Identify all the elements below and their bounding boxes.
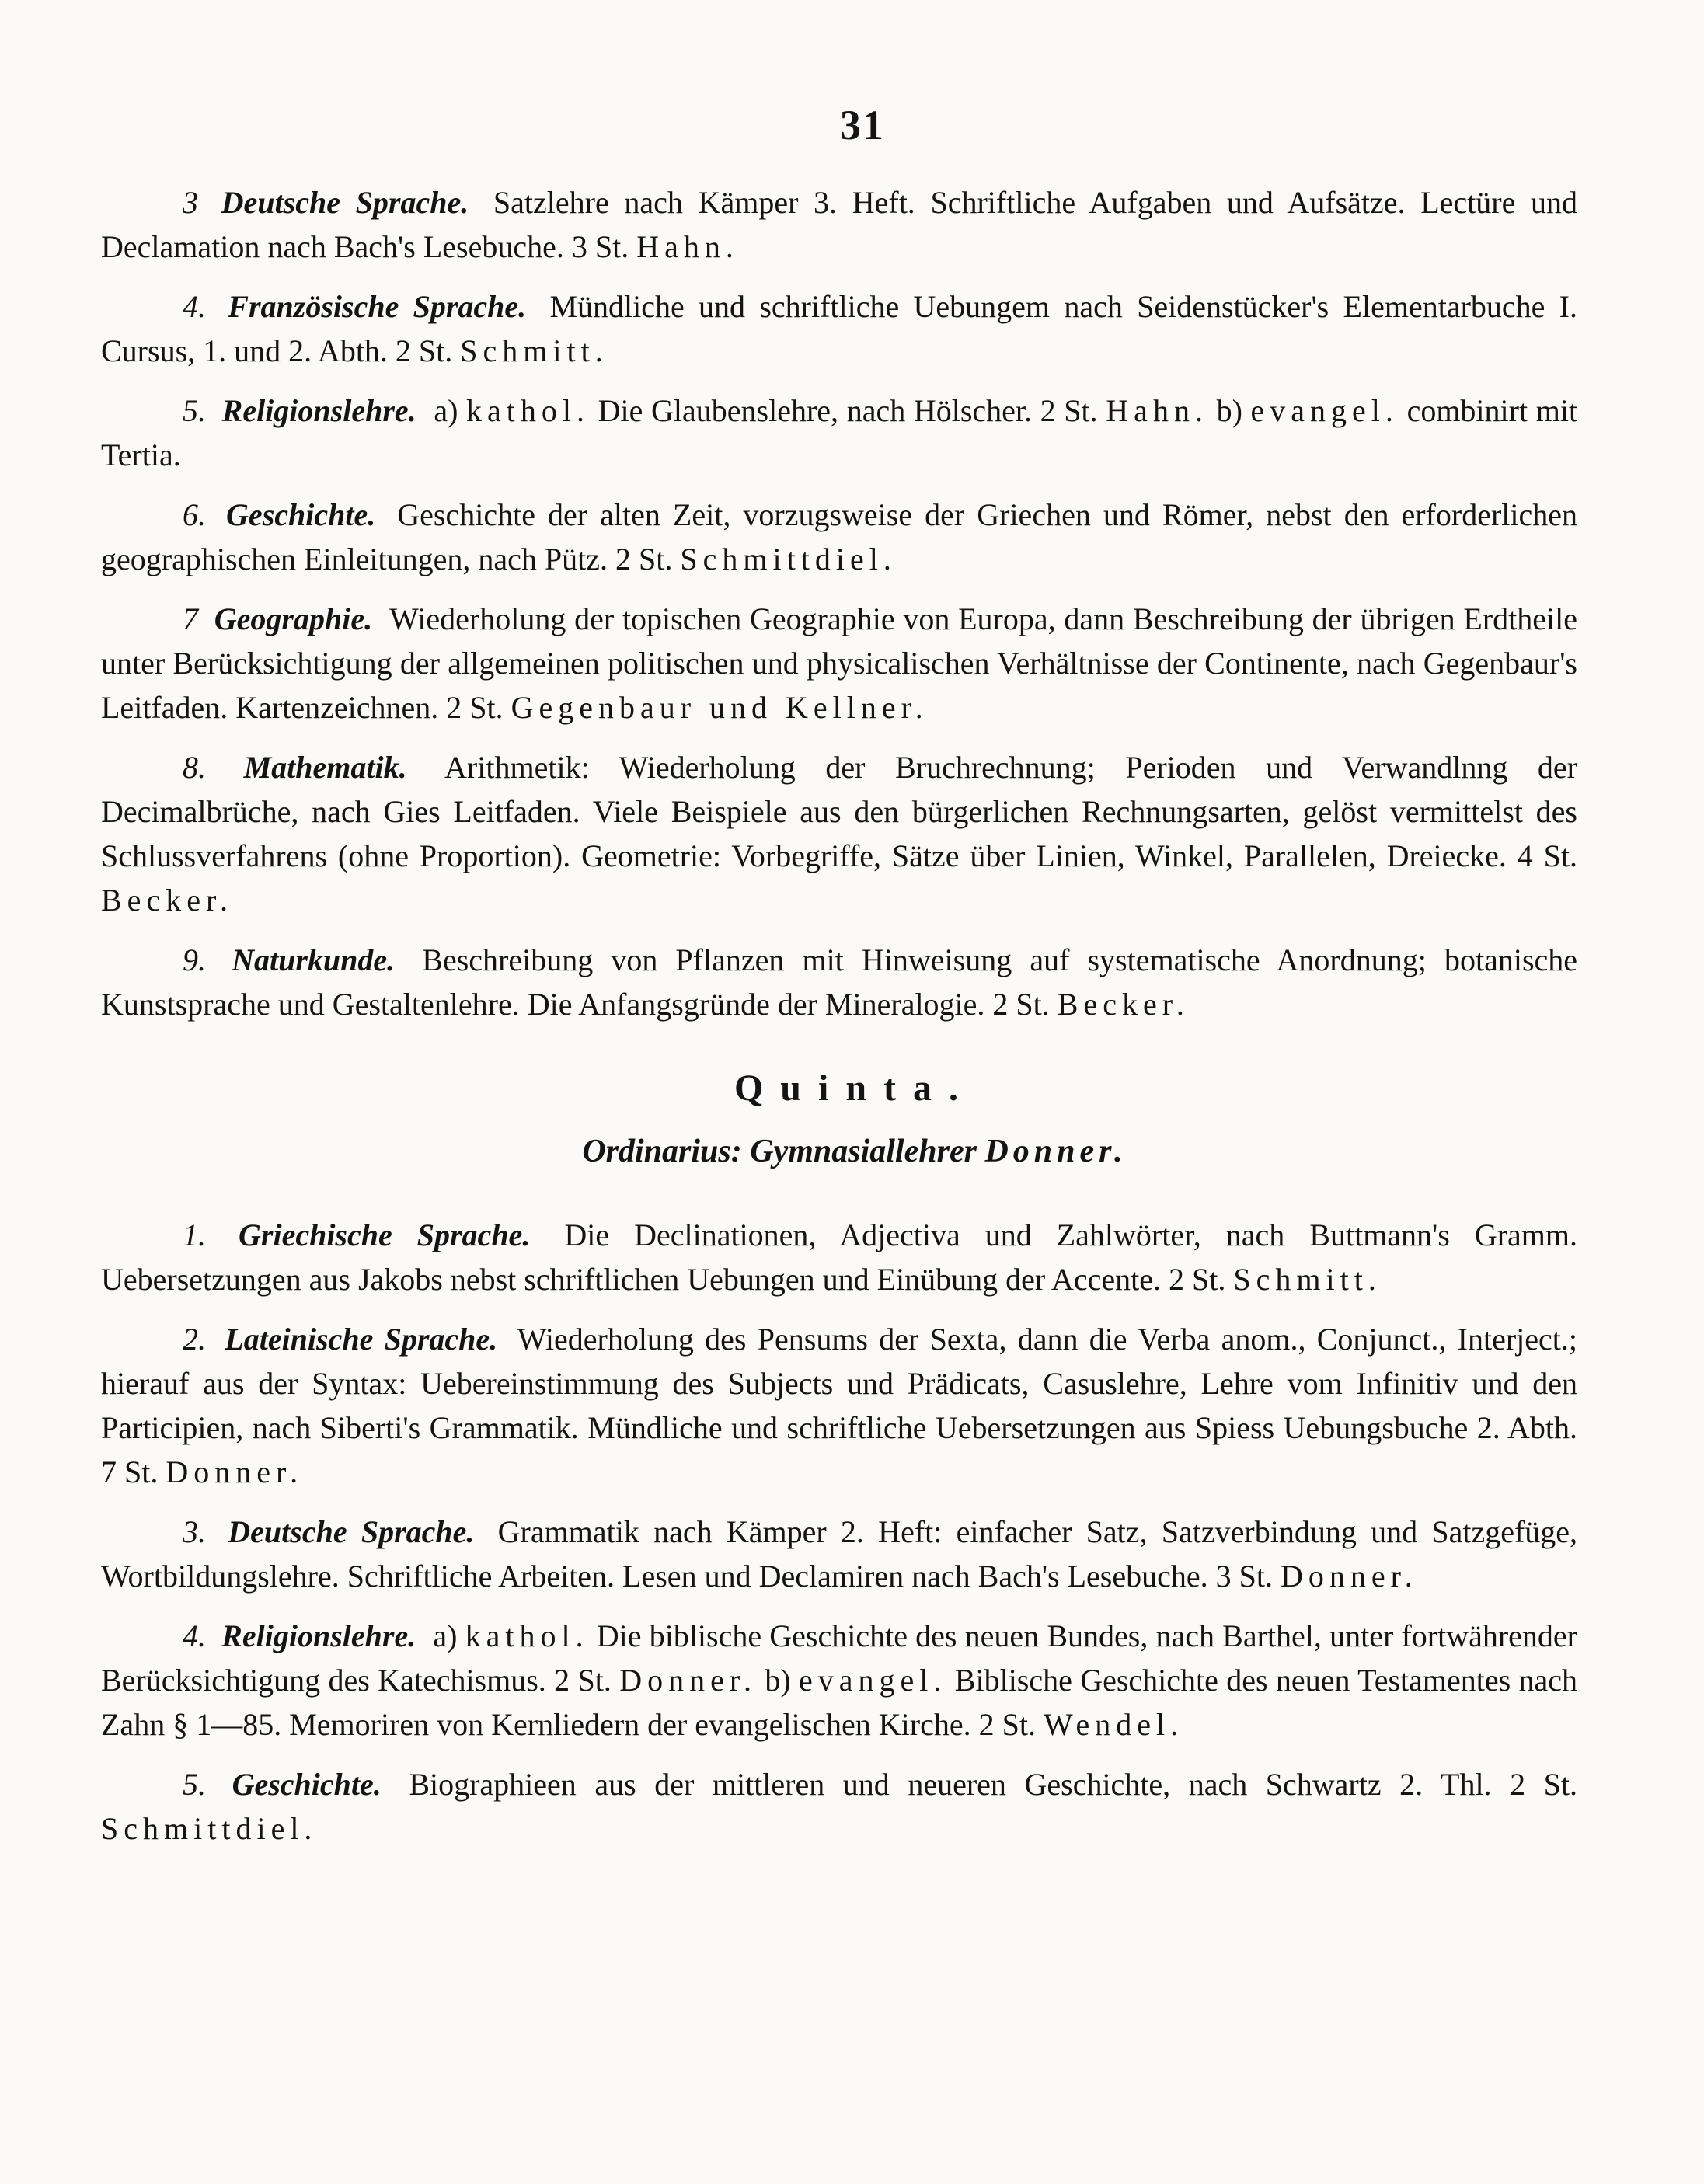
ordinarius-label: Ordinarius: Gymnasiallehrer xyxy=(582,1134,977,1169)
lesson-text: Die biblische Geschichte des neuen Bundes, nach Barthel, unter fortwährender Berücksichtigung des Katechismus. 2 St. xyxy=(101,1618,1577,1698)
lesson-text: Wiederholung der topischen Geographie von Europa, dann Beschreibung der übrigen Erdtheile unter Berücksichtigung der allgemeinen politischen und physicalischen Verhältnisse der Continente, nach Gegenbaur's Leitfaden. Kartenzeichnen. 2 St. xyxy=(101,601,1578,725)
lesson-text: Die Glaubenslehre, nach Hölscher. 2 St. xyxy=(598,393,1098,428)
lesson-teacher: Schmitt. xyxy=(1233,1262,1382,1297)
lesson-teacher: Hahn. xyxy=(636,229,739,264)
lesson-subject: Mathematik. xyxy=(243,750,407,785)
lesson-teacher: Schmittdiel. xyxy=(680,542,897,576)
lesson-subject: Geographie. xyxy=(214,601,373,636)
lesson-subject: Religionslehre. xyxy=(221,393,416,428)
lesson-subject: Lateinische Sprache. xyxy=(225,1322,498,1357)
lesson-teacher: Schmittdiel. xyxy=(101,1811,318,1846)
lesson-paragraph xyxy=(101,493,1577,581)
lesson-number: 5. xyxy=(183,393,206,428)
lesson-number: 9. xyxy=(183,942,206,977)
lesson-paragraph xyxy=(101,180,1577,269)
page-number: 31 xyxy=(840,102,885,148)
lesson-text: a) xyxy=(433,1618,458,1653)
lesson-teacher: Donner. xyxy=(1280,1559,1418,1594)
lesson-subject: Geschichte. xyxy=(226,497,376,532)
ordinarius-line xyxy=(101,1133,1577,1170)
lesson-number: 6. xyxy=(183,497,206,532)
confession-katholic: kathol. xyxy=(465,1618,589,1653)
lesson-paragraph xyxy=(101,388,1577,477)
lesson-number: 4. xyxy=(183,1618,206,1653)
lesson-number: 1. xyxy=(183,1217,206,1252)
lesson-teacher: Donner. xyxy=(166,1454,304,1489)
lesson-teacher: Donner. xyxy=(619,1663,757,1698)
lesson-paragraph xyxy=(101,1510,1577,1598)
lesson-text: Satzlehre nach Kämper 3. Heft. Schriftliche Aufgaben und Aufsätze. Lectüre und Declamation nach Bach's Lesebuche. 3 St. xyxy=(101,185,1577,264)
lesson-text: Wiederholung des Pensums der Sexta, dann die Verba anom., Conjunct., Interject.; hierauf aus der Syntax: Uebereinstimmung des Subjects und Prädicats, Casuslehre, Lehre vom Infinitiv und den Participien, nach Siberti's Grammatik. Mündliche und schriftliche Uebersetzungen aus Spiess Uebungsbuche 2. Abth. 7 St. xyxy=(101,1322,1578,1489)
lesson-teacher: Wendel. xyxy=(1043,1707,1184,1742)
ordinarius-name: Donner. xyxy=(984,1134,1127,1169)
lesson-teacher: Becker. xyxy=(101,883,234,918)
document-page xyxy=(101,101,1577,1866)
lesson-paragraph xyxy=(101,1614,1577,1747)
class-heading: Quinta. xyxy=(734,1068,976,1109)
lesson-text: b) xyxy=(765,1663,791,1698)
lesson-number: 7 xyxy=(183,601,198,636)
lesson-subject: Naturkunde. xyxy=(232,942,396,977)
lesson-paragraph xyxy=(101,1213,1577,1301)
confession-evangel: evangel. xyxy=(1250,393,1399,428)
lesson-number: 2. xyxy=(183,1322,206,1357)
lesson-number: 5. xyxy=(183,1767,206,1802)
lesson-text: Die Declinationen, Adjectiva und Zahlwörter, nach Buttmann's Gramm. Uebersetzungen aus Jakobs nebst schriftlichen Uebungen und Einübung der Accente. 2 St. xyxy=(101,1217,1578,1297)
lesson-paragraph xyxy=(101,1317,1577,1494)
lesson-subject: Geschichte. xyxy=(232,1767,382,1802)
lesson-paragraph xyxy=(101,284,1577,373)
confession-evangel: evangel. xyxy=(799,1663,947,1698)
lesson-paragraph xyxy=(101,1762,1577,1851)
lesson-text: Grammatik nach Kämper 2. Heft: einfacher Satz, Satzverbindung und Satzgefüge, Wortbildungslehre. Schriftliche Arbeiten. Lesen und Declamiren nach Bach's Lesebuche. 3 St. xyxy=(101,1514,1578,1594)
lesson-text: combinirt mit Tertia. xyxy=(101,393,1578,472)
lesson-subject: Deutsche Sprache. xyxy=(228,1514,475,1549)
lesson-number: 3. xyxy=(183,1514,206,1549)
lesson-paragraph xyxy=(101,938,1577,1026)
lesson-text: Arithmetik: Wiederholung der Bruchrechnung; Perioden und Verwandlnng der Decimalbrüche, nach Gies Leitfaden. Viele Beispiele aus den bürgerlichen Rechnungsarten, gelöst vermittelst des Schlussverfahrens (ohne Proportion). Geometrie: Vorbegriffe, Sätze über Linien, Winkel, Parallelen, Dreiecke. 4 St. xyxy=(101,750,1578,873)
lesson-text: Beschreibung von Pflanzen mit Hinweisung auf systematische Anordnung; botanische Kunstsprache und Gestaltenlehre. Die Anfangsgründe der Mineralogie. 2 St. xyxy=(101,942,1578,1022)
lesson-teacher: Gegenbaur und Kellner. xyxy=(511,690,929,725)
lesson-subject: Religionslehre. xyxy=(221,1618,416,1653)
lesson-paragraph xyxy=(101,745,1577,922)
lesson-text: b) xyxy=(1216,393,1242,428)
lesson-teacher: Schmitt. xyxy=(460,333,608,368)
lesson-text: Mündliche und schriftliche Uebungem nach Seidenstücker's Elementarbuche I. Cursus, 1. und 2. Abth. 2 St. xyxy=(101,289,1577,368)
lesson-text: Geschichte der alten Zeit, vorzugsweise der Griechen und Römer, nebst den erforderlichen geographischen Einleitungen, nach Pütz. 2 St. xyxy=(101,497,1578,576)
lesson-text: a) xyxy=(434,393,458,428)
lesson-number: 4. xyxy=(183,289,206,324)
lesson-teacher: Hahn. xyxy=(1106,393,1208,428)
lesson-number: 3 xyxy=(183,185,198,220)
lesson-subject: Deutsche Sprache. xyxy=(221,185,469,220)
lesson-text: Biblische Geschichte des neuen Testamentes nach Zahn § 1—85. Memoriren von Kernliedern der evangelischen Kirche. 2 St. xyxy=(101,1663,1578,1742)
lesson-subject: Französische Sprache. xyxy=(228,289,527,324)
lesson-text: Biographieen aus der mittleren und neueren Geschichte, nach Schwartz 2. Thl. 2 St. xyxy=(409,1767,1578,1802)
lesson-teacher: Becker. xyxy=(1057,987,1190,1022)
confession-katholic: kathol. xyxy=(466,393,591,428)
lesson-paragraph xyxy=(101,597,1577,730)
lesson-number: 8. xyxy=(183,750,206,785)
lesson-subject: Griechische Sprache. xyxy=(239,1217,531,1252)
